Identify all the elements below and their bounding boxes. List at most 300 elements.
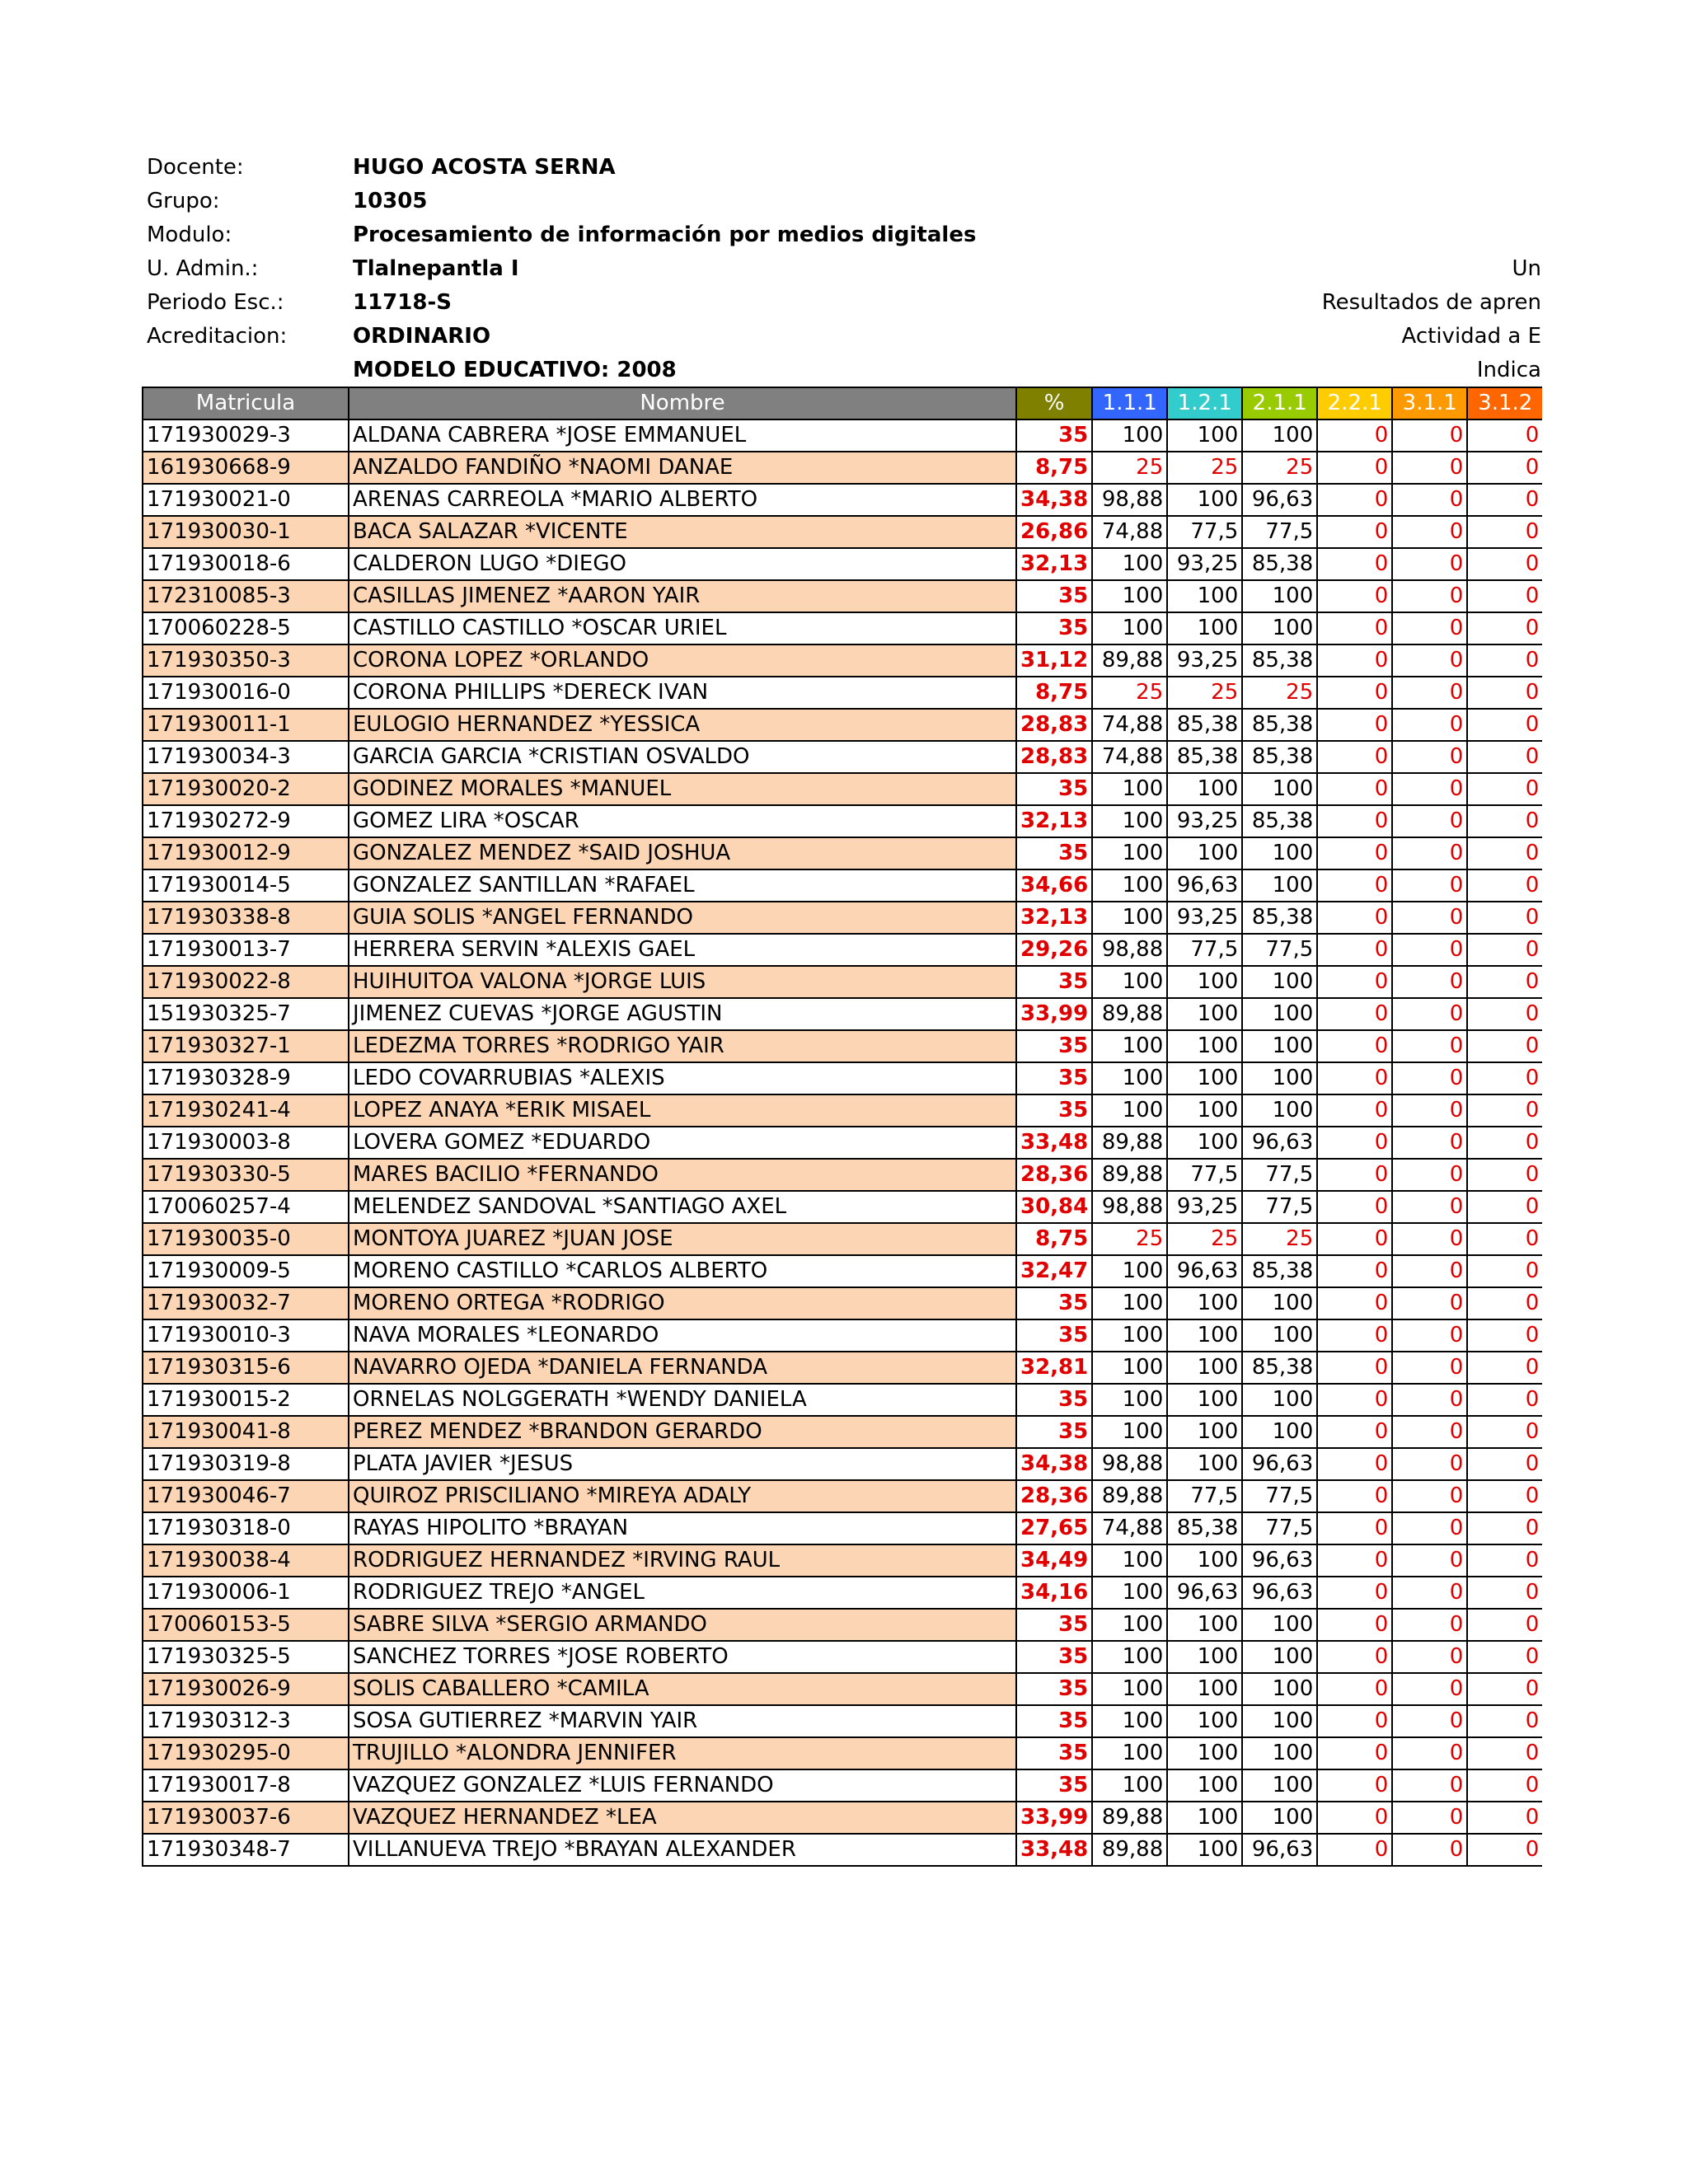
indicator-1-1-1-cell: 100 (1092, 419, 1167, 452)
indicator-1-2-1-cell: 96,63 (1167, 1577, 1242, 1609)
nombre-cell: PEREZ MENDEZ *BRANDON GERARDO (349, 1416, 1016, 1448)
indicator-3-1-1-cell: 0 (1392, 612, 1467, 644)
indicator-3-1-1-cell: 0 (1392, 1191, 1467, 1223)
indicator-1-1-1-cell: 89,88 (1092, 998, 1167, 1030)
indicator-3-1-2-cell: 0 (1467, 419, 1542, 452)
indicator-1-1-1-cell: 100 (1092, 869, 1167, 902)
nombre-cell: ORNELAS NOLGGERATH *WENDY DANIELA (349, 1384, 1016, 1416)
nombre-cell: MONTOYA JUAREZ *JUAN JOSE (349, 1223, 1016, 1255)
indicator-1-1-1-cell: 25 (1092, 677, 1167, 709)
pct-cell: 35 (1016, 1030, 1092, 1062)
indicator-3-1-2-cell: 0 (1467, 1159, 1542, 1191)
indicator-2-2-1-cell: 0 (1317, 998, 1392, 1030)
indicator-1-2-1-cell: 93,25 (1167, 644, 1242, 677)
indicator-1-2-1-cell: 93,25 (1167, 805, 1242, 837)
docente-value: HUGO ACOSTA SERNA (353, 155, 616, 180)
table-row (143, 1159, 1542, 1191)
nombre-cell: HERRERA SERVIN *ALEXIS GAEL (349, 934, 1016, 966)
matricula-cell: 171930272-9 (143, 805, 349, 837)
right-label-resultados: Resultados de apren (1321, 290, 1541, 315)
matricula-cell: 171930046-7 (143, 1480, 349, 1512)
nombre-cell: CASILLAS JIMENEZ *AARON YAIR (349, 580, 1016, 612)
pct-cell: 8,75 (1016, 452, 1092, 484)
table-row (143, 1448, 1542, 1480)
nombre-cell: JIMENEZ CUEVAS *JORGE AGUSTIN (349, 998, 1016, 1030)
indicator-3-1-1-cell: 0 (1392, 548, 1467, 580)
matricula-cell: 171930030-1 (143, 516, 349, 548)
indicator-1-1-1-cell: 100 (1092, 1705, 1167, 1737)
pct-cell: 33,99 (1016, 1802, 1092, 1834)
matricula-cell: 171930328-9 (143, 1062, 349, 1094)
indicator-2-2-1-cell: 0 (1317, 1416, 1392, 1448)
indicator-2-2-1-cell: 0 (1317, 1319, 1392, 1352)
indicator-1-1-1-cell: 98,88 (1092, 1191, 1167, 1223)
indicator-2-2-1-cell: 0 (1317, 516, 1392, 548)
indicator-1-1-1-cell: 100 (1092, 1544, 1167, 1577)
table-row (143, 1512, 1542, 1544)
nombre-cell: TRUJILLO *ALONDRA JENNIFER (349, 1737, 1016, 1769)
indicator-3-1-2-cell: 0 (1467, 548, 1542, 580)
indicator-3-1-1-cell: 0 (1392, 1673, 1467, 1705)
indicator-1-2-1-cell: 100 (1167, 1673, 1242, 1705)
indicator-1-2-1-cell: 100 (1167, 966, 1242, 998)
indicator-3-1-2-cell: 0 (1467, 1062, 1542, 1094)
indicator-1-2-1-cell: 100 (1167, 1062, 1242, 1094)
indicator-3-1-1-cell: 0 (1392, 1737, 1467, 1769)
indicator-3-1-2-cell: 0 (1467, 1705, 1542, 1737)
matricula-cell: 171930037-6 (143, 1802, 349, 1834)
indicator-1-2-1-cell: 96,63 (1167, 1255, 1242, 1287)
indicator-1-2-1-cell: 25 (1167, 1223, 1242, 1255)
indicator-2-2-1-cell: 0 (1317, 1159, 1392, 1191)
indicator-1-2-1-cell: 100 (1167, 1802, 1242, 1834)
periodo-label: Periodo Esc.: (147, 290, 284, 315)
matricula-cell: 171930318-0 (143, 1512, 349, 1544)
nombre-cell: HUIHUITOA VALONA *JORGE LUIS (349, 966, 1016, 998)
indicator-2-1-1-cell: 100 (1242, 869, 1317, 902)
indicator-1-2-1-cell: 93,25 (1167, 902, 1242, 934)
table-row (143, 1352, 1542, 1384)
table-row (143, 1191, 1542, 1223)
indicator-3-1-1-cell: 0 (1392, 419, 1467, 452)
nombre-cell: BACA SALAZAR *VICENTE (349, 516, 1016, 548)
table-row (143, 644, 1542, 677)
nombre-cell: VAZQUEZ HERNANDEZ *LEA (349, 1802, 1016, 1834)
matricula-cell: 171930016-0 (143, 677, 349, 709)
nombre-cell: ALDANA CABRERA *JOSE EMMANUEL (349, 419, 1016, 452)
matricula-cell: 151930325-7 (143, 998, 349, 1030)
indicator-3-1-1-cell: 0 (1392, 1062, 1467, 1094)
indicator-3-1-2-cell: 0 (1467, 837, 1542, 869)
indicator-2-2-1-cell: 0 (1317, 452, 1392, 484)
indicator-1-1-1-cell: 100 (1092, 1255, 1167, 1287)
indicator-2-1-1-cell: 85,38 (1242, 1352, 1317, 1384)
indicator-3-1-1-cell: 0 (1392, 1802, 1467, 1834)
indicator-2-2-1-cell: 0 (1317, 484, 1392, 516)
indicator-3-1-2-cell: 0 (1467, 966, 1542, 998)
indicator-2-1-1-cell: 85,38 (1242, 805, 1317, 837)
indicator-2-1-1-cell: 100 (1242, 998, 1317, 1030)
pct-cell: 35 (1016, 1737, 1092, 1769)
matricula-cell: 171930029-3 (143, 419, 349, 452)
table-row (143, 1255, 1542, 1287)
indicator-3-1-1-cell: 0 (1392, 1448, 1467, 1480)
indicator-3-1-1-cell: 0 (1392, 1030, 1467, 1062)
matricula-cell: 171930038-4 (143, 1544, 349, 1577)
table-row (143, 1416, 1542, 1448)
matricula-cell: 171930011-1 (143, 709, 349, 741)
indicator-3-1-1-cell: 0 (1392, 484, 1467, 516)
pct-cell: 35 (1016, 1287, 1092, 1319)
pct-cell: 8,75 (1016, 1223, 1092, 1255)
pct-cell: 35 (1016, 837, 1092, 869)
indicator-3-1-1-cell: 0 (1392, 1705, 1467, 1737)
indicator-3-1-2-cell: 0 (1467, 1480, 1542, 1512)
indicator-2-1-1-cell: 100 (1242, 1416, 1317, 1448)
matricula-cell: 171930041-8 (143, 1416, 349, 1448)
indicator-2-1-1-cell: 96,63 (1242, 484, 1317, 516)
indicator-3-1-2-cell: 0 (1467, 1641, 1542, 1673)
matricula-cell: 170060257-4 (143, 1191, 349, 1223)
table-row (143, 1705, 1542, 1737)
indicator-1-1-1-cell: 100 (1092, 1416, 1167, 1448)
table-row (143, 1094, 1542, 1127)
table-header-row (143, 387, 1542, 419)
indicator-3-1-2-cell: 0 (1467, 1737, 1542, 1769)
indicator-1-2-1-cell: 85,38 (1167, 1512, 1242, 1544)
nombre-cell: SABRE SILVA *SERGIO ARMANDO (349, 1609, 1016, 1641)
indicator-1-2-1-cell: 100 (1167, 1287, 1242, 1319)
matricula-cell: 171930319-8 (143, 1448, 349, 1480)
indicator-1-1-1-cell: 25 (1092, 1223, 1167, 1255)
indicator-1-2-1-cell: 100 (1167, 1769, 1242, 1802)
nombre-cell: ARENAS CARREOLA *MARIO ALBERTO (349, 484, 1016, 516)
indicator-2-1-1-cell: 100 (1242, 1062, 1317, 1094)
indicator-1-2-1-cell: 100 (1167, 1352, 1242, 1384)
acreditacion-value: ORDINARIO (353, 324, 491, 349)
indicator-3-1-1-cell: 0 (1392, 805, 1467, 837)
table-row (143, 773, 1542, 805)
indicator-1-1-1-cell: 100 (1092, 580, 1167, 612)
nombre-cell: MORENO ORTEGA *RODRIGO (349, 1287, 1016, 1319)
table-row (143, 709, 1542, 741)
pct-cell: 29,26 (1016, 934, 1092, 966)
indicator-3-1-1-cell: 0 (1392, 1769, 1467, 1802)
pct-cell: 27,65 (1016, 1512, 1092, 1544)
indicator-2-1-1-cell: 100 (1242, 1673, 1317, 1705)
indicator-3-1-1-cell: 0 (1392, 644, 1467, 677)
indicator-2-2-1-cell: 0 (1317, 1480, 1392, 1512)
table-row (143, 837, 1542, 869)
modelo-value: MODELO EDUCATIVO: 2008 (353, 358, 677, 382)
indicator-2-1-1-cell: 77,5 (1242, 934, 1317, 966)
indicator-1-1-1-cell: 100 (1092, 966, 1167, 998)
indicator-1-1-1-cell: 100 (1092, 1737, 1167, 1769)
matricula-cell: 171930330-5 (143, 1159, 349, 1191)
indicator-1-1-1-cell: 74,88 (1092, 516, 1167, 548)
nombre-cell: CORONA LOPEZ *ORLANDO (349, 644, 1016, 677)
right-label-indicador: Indica (1476, 358, 1541, 382)
indicator-2-2-1-cell: 0 (1317, 1737, 1392, 1769)
indicator-1-2-1-cell: 77,5 (1167, 1480, 1242, 1512)
pct-cell: 8,75 (1016, 677, 1092, 709)
indicator-1-1-1-cell: 100 (1092, 1352, 1167, 1384)
col-header-2-1-1: 2.1.1 (1242, 387, 1317, 419)
nombre-cell: VAZQUEZ GONZALEZ *LUIS FERNANDO (349, 1769, 1016, 1802)
pct-cell: 35 (1016, 1094, 1092, 1127)
indicator-2-2-1-cell: 0 (1317, 1544, 1392, 1577)
pct-cell: 34,38 (1016, 1448, 1092, 1480)
right-header-labels (1154, 252, 1541, 387)
nombre-cell: CALDERON LUGO *DIEGO (349, 548, 1016, 580)
indicator-2-1-1-cell: 77,5 (1242, 1480, 1317, 1512)
col-header-2-2-1: 2.2.1 (1317, 387, 1392, 419)
acreditacion-label: Acreditacion: (147, 324, 288, 349)
indicator-3-1-1-cell: 0 (1392, 934, 1467, 966)
indicator-1-1-1-cell: 98,88 (1092, 934, 1167, 966)
pct-cell: 30,84 (1016, 1191, 1092, 1223)
matricula-cell: 171930006-1 (143, 1577, 349, 1609)
indicator-2-1-1-cell: 100 (1242, 1319, 1317, 1352)
indicator-2-1-1-cell: 100 (1242, 773, 1317, 805)
indicator-3-1-2-cell: 0 (1467, 1577, 1542, 1609)
pct-cell: 35 (1016, 966, 1092, 998)
pct-cell: 28,36 (1016, 1480, 1092, 1512)
matricula-cell: 171930021-0 (143, 484, 349, 516)
pct-cell: 34,38 (1016, 484, 1092, 516)
indicator-2-2-1-cell: 0 (1317, 1834, 1392, 1866)
indicator-3-1-2-cell: 0 (1467, 612, 1542, 644)
table-row (143, 1127, 1542, 1159)
pct-cell: 35 (1016, 1319, 1092, 1352)
indicator-1-2-1-cell: 100 (1167, 1030, 1242, 1062)
indicator-2-2-1-cell: 0 (1317, 837, 1392, 869)
indicator-3-1-1-cell: 0 (1392, 516, 1467, 548)
pct-cell: 35 (1016, 1769, 1092, 1802)
indicator-2-2-1-cell: 0 (1317, 1255, 1392, 1287)
indicator-1-1-1-cell: 25 (1092, 452, 1167, 484)
indicator-1-2-1-cell: 93,25 (1167, 1191, 1242, 1223)
indicator-2-2-1-cell: 0 (1317, 1030, 1392, 1062)
matricula-cell: 171930020-2 (143, 773, 349, 805)
nombre-cell: SOSA GUTIERREZ *MARVIN YAIR (349, 1705, 1016, 1737)
indicator-1-1-1-cell: 74,88 (1092, 741, 1167, 773)
pct-cell: 35 (1016, 1705, 1092, 1737)
indicator-2-2-1-cell: 0 (1317, 580, 1392, 612)
indicator-3-1-2-cell: 0 (1467, 1512, 1542, 1544)
indicator-2-2-1-cell: 0 (1317, 644, 1392, 677)
indicator-1-1-1-cell: 100 (1092, 1094, 1167, 1127)
indicator-3-1-1-cell: 0 (1392, 1416, 1467, 1448)
indicator-3-1-2-cell: 0 (1467, 902, 1542, 934)
indicator-1-1-1-cell: 100 (1092, 612, 1167, 644)
pct-cell: 35 (1016, 1609, 1092, 1641)
indicator-2-1-1-cell: 100 (1242, 1287, 1317, 1319)
matricula-cell: 171930010-3 (143, 1319, 349, 1352)
pct-cell: 28,36 (1016, 1159, 1092, 1191)
matricula-cell: 171930325-5 (143, 1641, 349, 1673)
indicator-3-1-2-cell: 0 (1467, 580, 1542, 612)
table-row (143, 452, 1542, 484)
indicator-1-2-1-cell: 96,63 (1167, 869, 1242, 902)
matricula-cell: 171930315-6 (143, 1352, 349, 1384)
indicator-2-2-1-cell: 0 (1317, 1705, 1392, 1737)
indicator-3-1-1-cell: 0 (1392, 1577, 1467, 1609)
table-row (143, 741, 1542, 773)
nombre-cell: GODINEZ MORALES *MANUEL (349, 773, 1016, 805)
periodo-value: 11718-S (353, 290, 452, 315)
table-row (143, 1834, 1542, 1866)
table-row (143, 1480, 1542, 1512)
table-row (143, 869, 1542, 902)
indicator-1-1-1-cell: 89,88 (1092, 644, 1167, 677)
indicator-2-1-1-cell: 96,63 (1242, 1577, 1317, 1609)
indicator-2-1-1-cell: 25 (1242, 452, 1317, 484)
indicator-3-1-2-cell: 0 (1467, 709, 1542, 741)
indicator-2-1-1-cell: 100 (1242, 1641, 1317, 1673)
indicator-3-1-2-cell: 0 (1467, 644, 1542, 677)
indicator-3-1-2-cell: 0 (1467, 1544, 1542, 1577)
indicator-2-1-1-cell: 25 (1242, 1223, 1317, 1255)
indicator-2-1-1-cell: 100 (1242, 1609, 1317, 1641)
col-header-nombre: Nombre (349, 387, 1016, 419)
indicator-3-1-1-cell: 0 (1392, 902, 1467, 934)
indicator-3-1-1-cell: 0 (1392, 1255, 1467, 1287)
indicator-3-1-2-cell: 0 (1467, 516, 1542, 548)
pct-cell: 28,83 (1016, 741, 1092, 773)
indicator-1-2-1-cell: 100 (1167, 484, 1242, 516)
table-row (143, 1544, 1542, 1577)
right-label-unidad: Un (1512, 256, 1541, 281)
pct-cell: 32,81 (1016, 1352, 1092, 1384)
indicator-1-2-1-cell: 100 (1167, 1544, 1242, 1577)
table-row (143, 580, 1542, 612)
indicator-2-1-1-cell: 96,63 (1242, 1544, 1317, 1577)
indicator-2-1-1-cell: 96,63 (1242, 1448, 1317, 1480)
table-row (143, 1577, 1542, 1609)
nombre-cell: GUIA SOLIS *ANGEL FERNANDO (349, 902, 1016, 934)
indicator-1-2-1-cell: 100 (1167, 1094, 1242, 1127)
nombre-cell: VILLANUEVA TREJO *BRAYAN ALEXANDER (349, 1834, 1016, 1866)
pct-cell: 35 (1016, 580, 1092, 612)
table-row (143, 484, 1542, 516)
indicator-2-1-1-cell: 100 (1242, 1094, 1317, 1127)
nombre-cell: LOVERA GOMEZ *EDUARDO (349, 1127, 1016, 1159)
indicator-1-1-1-cell: 89,88 (1092, 1480, 1167, 1512)
nombre-cell: LEDO COVARRUBIAS *ALEXIS (349, 1062, 1016, 1094)
indicator-1-2-1-cell: 100 (1167, 1127, 1242, 1159)
indicator-2-1-1-cell: 96,63 (1242, 1834, 1317, 1866)
matricula-cell: 170060228-5 (143, 612, 349, 644)
indicator-1-1-1-cell: 100 (1092, 1769, 1167, 1802)
matricula-cell: 171930022-8 (143, 966, 349, 998)
pct-cell: 35 (1016, 1641, 1092, 1673)
indicator-2-2-1-cell: 0 (1317, 1802, 1392, 1834)
table-row (143, 1802, 1542, 1834)
indicator-3-1-2-cell: 0 (1467, 1030, 1542, 1062)
nombre-cell: RAYAS HIPOLITO *BRAYAN (349, 1512, 1016, 1544)
indicator-2-1-1-cell: 100 (1242, 1802, 1317, 1834)
matricula-cell: 171930018-6 (143, 548, 349, 580)
indicator-2-2-1-cell: 0 (1317, 548, 1392, 580)
indicator-1-1-1-cell: 100 (1092, 1609, 1167, 1641)
col-header-3-1-2: 3.1.2 (1467, 387, 1542, 419)
indicator-2-2-1-cell: 0 (1317, 741, 1392, 773)
indicator-1-2-1-cell: 100 (1167, 1416, 1242, 1448)
nombre-cell: EULOGIO HERNANDEZ *YESSICA (349, 709, 1016, 741)
indicator-1-2-1-cell: 25 (1167, 677, 1242, 709)
indicator-3-1-2-cell: 0 (1467, 1352, 1542, 1384)
indicator-3-1-1-cell: 0 (1392, 1287, 1467, 1319)
nombre-cell: MELENDEZ SANDOVAL *SANTIAGO AXEL (349, 1191, 1016, 1223)
indicator-1-1-1-cell: 100 (1092, 1287, 1167, 1319)
matricula-cell: 171930350-3 (143, 644, 349, 677)
nombre-cell: ANZALDO FANDIÑO *NAOMI DANAE (349, 452, 1016, 484)
table-row (143, 1384, 1542, 1416)
col-header-3-1-1: 3.1.1 (1392, 387, 1467, 419)
indicator-1-1-1-cell: 100 (1092, 1062, 1167, 1094)
indicator-2-1-1-cell: 100 (1242, 966, 1317, 998)
indicator-1-1-1-cell: 100 (1092, 805, 1167, 837)
indicator-1-2-1-cell: 100 (1167, 1384, 1242, 1416)
nombre-cell: NAVA MORALES *LEONARDO (349, 1319, 1016, 1352)
pct-cell: 31,12 (1016, 644, 1092, 677)
indicator-3-1-2-cell: 0 (1467, 1609, 1542, 1641)
pct-cell: 33,48 (1016, 1834, 1092, 1866)
indicator-2-1-1-cell: 100 (1242, 1737, 1317, 1769)
matricula-cell: 171930009-5 (143, 1255, 349, 1287)
indicator-1-2-1-cell: 100 (1167, 1834, 1242, 1866)
nombre-cell: GONZALEZ SANTILLAN *RAFAEL (349, 869, 1016, 902)
indicator-2-2-1-cell: 0 (1317, 902, 1392, 934)
indicator-1-1-1-cell: 89,88 (1092, 1159, 1167, 1191)
indicator-3-1-1-cell: 0 (1392, 1480, 1467, 1512)
indicator-2-1-1-cell: 77,5 (1242, 1191, 1317, 1223)
indicator-1-2-1-cell: 93,25 (1167, 548, 1242, 580)
pct-cell: 35 (1016, 612, 1092, 644)
nombre-cell: MARES BACILIO *FERNANDO (349, 1159, 1016, 1191)
pct-cell: 26,86 (1016, 516, 1092, 548)
nombre-cell: RODRIGUEZ TREJO *ANGEL (349, 1577, 1016, 1609)
indicator-3-1-1-cell: 0 (1392, 1641, 1467, 1673)
col-header-pct: % (1016, 387, 1092, 419)
nombre-cell: LEDEZMA TORRES *RODRIGO YAIR (349, 1030, 1016, 1062)
indicator-3-1-2-cell: 0 (1467, 1319, 1542, 1352)
indicator-2-1-1-cell: 85,38 (1242, 902, 1317, 934)
indicator-2-2-1-cell: 0 (1317, 869, 1392, 902)
indicator-2-1-1-cell: 100 (1242, 837, 1317, 869)
indicator-1-2-1-cell: 25 (1167, 452, 1242, 484)
table-row (143, 1609, 1542, 1641)
indicator-1-2-1-cell: 77,5 (1167, 934, 1242, 966)
indicator-3-1-1-cell: 0 (1392, 869, 1467, 902)
indicator-3-1-2-cell: 0 (1467, 1127, 1542, 1159)
indicator-2-2-1-cell: 0 (1317, 1512, 1392, 1544)
table-row (143, 1062, 1542, 1094)
indicator-2-1-1-cell: 100 (1242, 1769, 1317, 1802)
matricula-cell: 171930013-7 (143, 934, 349, 966)
nombre-cell: RODRIGUEZ HERNANDEZ *IRVING RAUL (349, 1544, 1016, 1577)
table-row (143, 419, 1542, 452)
pct-cell: 35 (1016, 1062, 1092, 1094)
indicator-2-1-1-cell: 85,38 (1242, 709, 1317, 741)
indicator-3-1-1-cell: 0 (1392, 1609, 1467, 1641)
indicator-2-2-1-cell: 0 (1317, 1673, 1392, 1705)
indicator-1-2-1-cell: 77,5 (1167, 516, 1242, 548)
indicator-1-2-1-cell: 100 (1167, 612, 1242, 644)
modulo-value: Procesamiento de información por medios digitales (353, 223, 977, 247)
indicator-2-1-1-cell: 100 (1242, 612, 1317, 644)
